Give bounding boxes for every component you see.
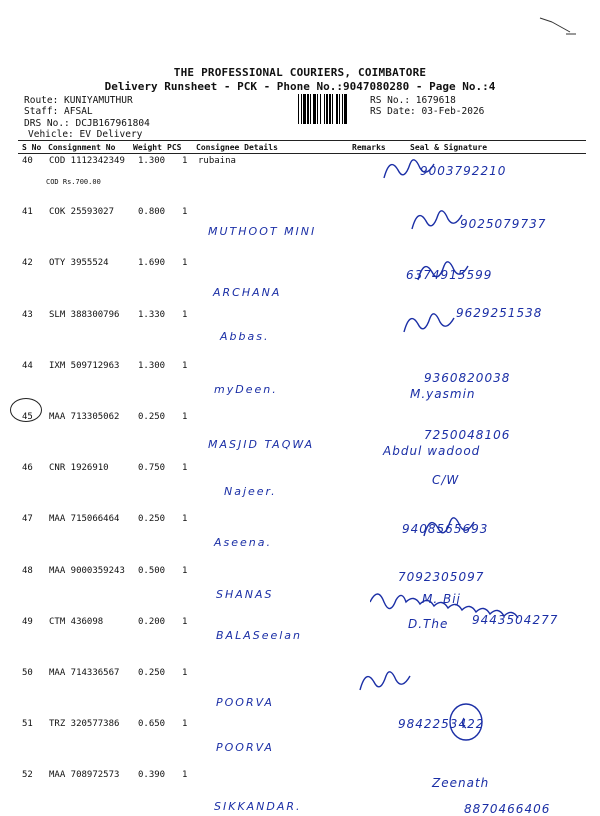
- col-consignee: Consignee Details: [196, 143, 278, 152]
- signature-scribble: [414, 256, 474, 290]
- row-consignment: COK 25593027: [49, 207, 115, 218]
- row-consignment: MAA 713305062: [49, 412, 120, 422]
- row-consignment: SLM 388300796: [49, 309, 120, 320]
- row-weight: 1.300: [138, 156, 166, 166]
- row-phone-handwritten: 6374915599: [406, 268, 493, 283]
- barcode-bar: [326, 94, 328, 124]
- row-sno: 46: [22, 463, 33, 474]
- row-signature-note: C/W: [432, 473, 460, 488]
- row-weight: 0.650: [138, 719, 166, 730]
- col-remarks: Remarks: [352, 143, 386, 152]
- barcode-bar: [301, 94, 302, 124]
- row-consignment: TRZ 320577386: [49, 719, 120, 730]
- row-sno: 40: [22, 156, 33, 166]
- header-rule-bottom: [18, 153, 586, 154]
- staff-label: Staff: AFSAL: [24, 106, 93, 117]
- barcode-bar: [310, 94, 311, 124]
- col-signature: Seal & Signature: [410, 143, 488, 152]
- row-consignee-handwritten: Najeer.: [224, 485, 277, 499]
- route-label: Route: KUNIYAMUTHUR: [24, 95, 133, 106]
- row-consignment: MAA 9000359243: [49, 565, 125, 576]
- row-consignee-handwritten: Abbas.: [220, 329, 270, 343]
- row-weight: 0.800: [138, 207, 166, 218]
- barcode-bar: [307, 94, 309, 124]
- row-pcs: 1: [182, 719, 188, 730]
- row-sno: 49: [22, 616, 33, 627]
- row-weight: 0.250: [138, 412, 166, 422]
- signature-scribble: [356, 666, 416, 700]
- barcode-bar: [320, 94, 321, 124]
- document-subtitle: Delivery Runsheet - PCK - Phone No.:9047080280 - Page No.:4: [104, 80, 496, 93]
- row-phone-handwritten: 9443504277: [472, 612, 559, 627]
- row-consignee-handwritten: SIKKANDAR.: [214, 800, 302, 814]
- row-pcs: 1: [182, 258, 188, 269]
- row-phone-handwritten: 7092305097: [398, 569, 485, 584]
- row-weight: 0.250: [138, 514, 166, 525]
- row-weight: 0.750: [138, 463, 166, 474]
- signature-scribble-long: [370, 582, 570, 622]
- document-title: THE PROFESSIONAL COURIERS, COIMBATORE: [173, 66, 427, 79]
- row-sno: 50: [22, 668, 33, 678]
- row-sno: 45: [22, 412, 33, 422]
- signature-scribble: [400, 308, 460, 342]
- row-consignment: OTY 3955524: [49, 258, 109, 269]
- barcode-bar: [336, 94, 338, 124]
- row-consignee-handwritten: BALASeelan: [216, 628, 303, 642]
- barcode-bar: [339, 94, 340, 124]
- row-consignee-handwritten: SHANAS: [216, 587, 274, 601]
- row-sno: 48: [22, 565, 33, 576]
- row-consignee-handwritten: POORVA: [216, 741, 274, 755]
- row-consignee-handwritten: ARCHANA: [213, 286, 282, 300]
- col-consignment: Consignment No: [48, 143, 116, 152]
- barcode-bar: [344, 94, 347, 124]
- col-sno: S No: [22, 143, 42, 152]
- row-phone-handwritten: 8870466406: [464, 802, 551, 816]
- row-signature-note: M. Bij: [422, 591, 461, 606]
- signature-scribble: [408, 205, 468, 239]
- barcode-bar: [324, 94, 325, 124]
- row-weight: 0.200: [138, 616, 166, 627]
- header-rule-top: [18, 140, 586, 141]
- row-consignee-handwritten: POORVA: [216, 696, 274, 709]
- row-pcs: 1: [182, 412, 188, 422]
- row-weight: 1.300: [138, 360, 166, 371]
- row-pcs: 1: [182, 309, 188, 320]
- barcode-bar: [298, 94, 299, 124]
- row-phone-handwritten: 9629251538: [456, 305, 543, 320]
- row-pcs: 1: [182, 360, 188, 371]
- row-pcs: 1: [182, 156, 188, 166]
- barcode-bar: [313, 94, 316, 124]
- col-pcs: PCS: [167, 143, 182, 152]
- row-pcs: 1: [182, 770, 188, 781]
- row-sno: 44: [22, 360, 33, 371]
- row-46-circle-mark: [10, 398, 42, 422]
- row-pcs: 1: [182, 565, 188, 576]
- drs-number: DRS No.: DCJB167961804: [24, 118, 150, 129]
- row-consignee-handwritten: myDeen.: [214, 382, 278, 396]
- row-sno: 43: [22, 309, 33, 320]
- row-signature-note: M.yasmin: [410, 386, 476, 401]
- row-sno: 51: [22, 719, 33, 730]
- barcode-bar: [317, 94, 318, 124]
- row-consignment: COD 1112342349: [49, 156, 125, 166]
- rs-number: RS No.: 1679618: [370, 95, 456, 106]
- rs-date: RS Date: 03-Feb-2026: [370, 106, 485, 117]
- row-consignment: CNR 1926910: [49, 463, 109, 474]
- row-phone-handwritten: 9360820038: [424, 370, 511, 385]
- barcode: [298, 94, 366, 124]
- row-consignee-handwritten: Aseena.: [214, 536, 272, 550]
- row-consignee-handwritten: MUTHOOT MINI: [208, 225, 317, 239]
- barcode-bar: [329, 94, 331, 124]
- barcode-bar: [342, 94, 343, 124]
- col-weight: Weight: [133, 143, 162, 152]
- row-sno: 41: [22, 207, 33, 218]
- row-phone-handwritten: 9025079737: [460, 217, 547, 232]
- row-weight: 0.250: [138, 668, 166, 678]
- row-pcs: 1: [182, 668, 188, 678]
- row-weight: 1.330: [138, 309, 166, 320]
- signature-scribble: [420, 512, 480, 546]
- row-consignee-handwritten: MASJID TAQWA: [208, 438, 315, 451]
- row-consignment: MAA 715066464: [49, 514, 120, 525]
- row-sno: 42: [22, 258, 33, 269]
- row-sno: 47: [22, 514, 33, 525]
- row-phone-handwritten: 7250048106: [424, 428, 511, 442]
- row-cod-amount: COD Rs.700.00: [46, 178, 101, 186]
- row-consignee: rubaina: [198, 156, 236, 166]
- row-sno: 52: [22, 770, 33, 781]
- row-consignment: MAA 714336567: [49, 668, 120, 678]
- row-consignment: MAA 708972573: [49, 770, 120, 781]
- row-phone-handwritten: 9408565693: [402, 522, 489, 537]
- row-pcs: 1: [182, 616, 188, 627]
- signature-scribble: [380, 154, 440, 188]
- row-weight: 0.500: [138, 565, 166, 576]
- row-phone-handwritten: 9003792210: [420, 164, 507, 178]
- vehicle-label: Vehicle: EV Delivery: [28, 129, 143, 140]
- stamp-circle: [446, 700, 486, 744]
- row-weight: 0.390: [138, 770, 166, 781]
- row-phone-handwritten: 9842253422: [398, 717, 485, 732]
- barcode-bar: [303, 94, 306, 124]
- row-consignment: IXM 509712963: [49, 360, 120, 371]
- row-pcs: 1: [182, 514, 188, 525]
- barcode-bar: [332, 94, 333, 124]
- corner-scan-mark: [538, 12, 578, 42]
- row-consignment: CTM 436098: [49, 616, 104, 627]
- row-signature-note: D.The: [408, 616, 449, 631]
- row-weight: 1.690: [138, 258, 166, 269]
- row-pcs: 1: [182, 463, 188, 474]
- row-pcs: 1: [182, 207, 188, 218]
- row-signature-note: Abdul wadood: [383, 444, 481, 458]
- row-signature-note: Zeenath: [432, 776, 490, 791]
